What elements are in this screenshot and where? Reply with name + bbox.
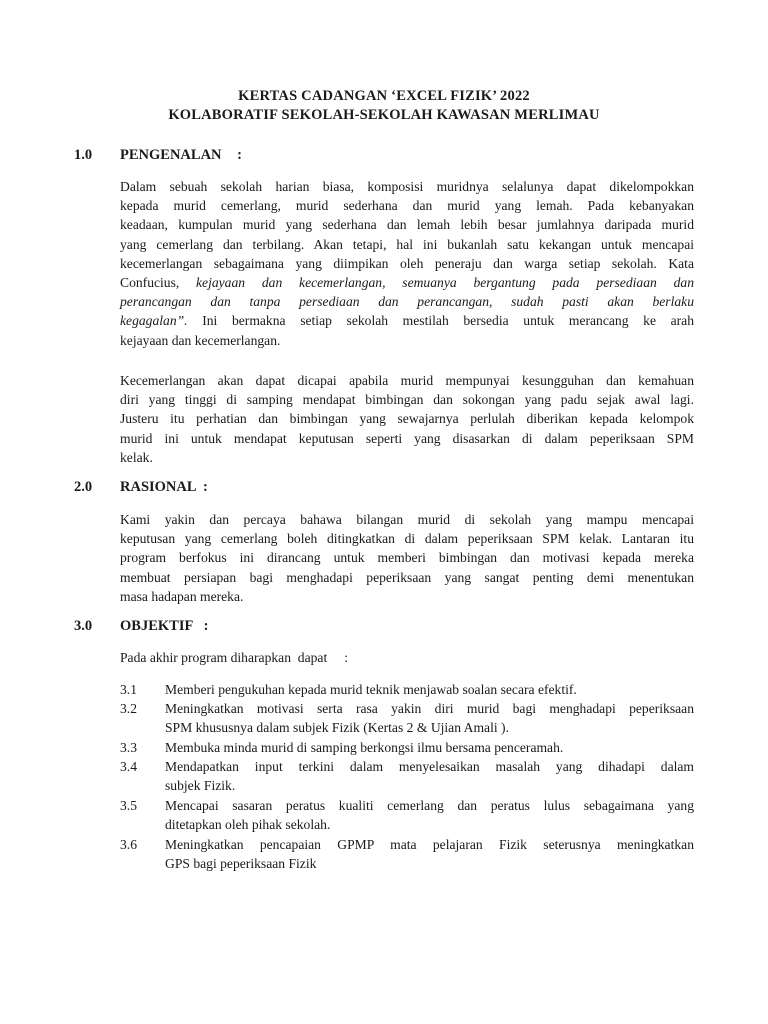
objective-text: GPS bagi peperiksaan Fizik <box>165 856 317 872</box>
paragraph-text: Ini bermakna setiap sekolah mestilah bersedia untuk merancang ke arah <box>202 313 694 328</box>
objective-text: Meningkatkan pencapaian GPMP mata pelajaran Fizik seterusnya meningkatkan <box>165 837 694 852</box>
objective-text: Membuka minda murid di samping berkongsi ilmu bersama penceramah. <box>165 740 564 755</box>
paragraph-pengenalan-2 <box>120 371 694 467</box>
objective-text: Meningkatkan motivasi serta rasa yakin diri murid bagi menghadapi peperiksaan <box>165 701 694 716</box>
paragraph-line: Kami yakin dan percaya bahawa bilangan murid di sekolah yang mampu mencapai <box>120 512 694 527</box>
paragraph-line: keadaan, kumpulan murid yang sederhana dan lemah lebih besar jumlahnya daripada murid <box>120 217 694 233</box>
objective-text: subjek Fizik. <box>165 778 236 794</box>
paragraph-line: membuat persiapan bagi menghadapi peperiksaan yang sangat penting demi menentukan <box>120 569 694 585</box>
paragraph-line: diri yang tinggi di samping mendapat bimbingan dan sokongan yang padu sejak awal lagi. <box>120 392 694 408</box>
objective-number: 3.4 <box>120 759 137 774</box>
paragraph-line: Dalam sebuah sekolah harian biasa, komposisi muridnya selalunya dapat dikelompokkan <box>120 179 694 194</box>
objective-number: 3.3 <box>120 740 137 755</box>
objective-text: Mendapatkan input terkini dalam menyelesaikan masalah yang dihadapi dalam <box>165 759 694 774</box>
paragraph-line: yang cemerlang dan terbilang. Akan tetapi, hal ini bukanlah satu kekangan untuk mencapai <box>120 236 694 252</box>
paragraph-line: Kecemerlangan akan dapat dicapai apabila murid mempunyai kesungguhan dan kemahuan <box>120 373 694 388</box>
objective-number: 3.5 <box>120 798 137 813</box>
objective-text: Memberi pengukuhan kepada murid teknik menjawab soalan secara efektif. <box>165 682 577 697</box>
quote-attribution: Confucius, <box>120 274 180 290</box>
objective-number: 3.6 <box>120 837 137 852</box>
objective-number: 3.1 <box>120 682 137 697</box>
objective-text: ditetapkan oleh pihak sekolah. <box>165 817 331 833</box>
paragraph-line: Justeru itu perhatian dan bimbingan yang sewajarnya perlulah diberikan kepada kelompok <box>120 411 694 427</box>
section-heading-objektif <box>74 618 209 635</box>
quote-line-2 <box>120 292 694 311</box>
paragraph-line: masa hadapan mereka. <box>120 588 244 604</box>
section-heading-rasional <box>74 479 208 496</box>
paragraph-line: kelak. <box>120 449 153 465</box>
section-number: 2.0 <box>74 479 93 495</box>
section-number: 1.0 <box>74 147 93 163</box>
quote-text: perancangan dan tanpa persediaan dan perancangan, sudah pasti akan berlaku <box>120 294 694 309</box>
paragraph-line: program berfokus ini dirancang untuk memberi bimbingan dan motivasi kepada mereka <box>120 550 694 566</box>
section-title: PENGENALAN : <box>120 147 242 163</box>
document-title: KERTAS CADANGAN ‘EXCEL FIZIK’ 2022 <box>238 88 530 104</box>
paragraph-line: kepada murid cemerlang, murid sederhana dan murid yang lemah. Pada kebanyakan <box>120 198 694 214</box>
paragraph-line: murid ini untuk mendapat keputusan seperti yang disasarkan di dalam peperiksaan SPM <box>120 430 694 446</box>
section-heading-pengenalan <box>74 147 242 164</box>
objective-text: SPM khususnya dalam subjek Fizik (Kertas 2 & Ujian Amali ). <box>165 720 509 736</box>
quote-line-3 <box>120 311 694 330</box>
paragraph-line: kecemerlangan sebagaimana yang diimpikan oleh peneraju dan warga setiap sekolah. Kata <box>120 255 694 271</box>
paragraph-rasional <box>120 510 694 606</box>
paragraph-line: kejayaan dan kecemerlangan. <box>120 332 281 348</box>
document-subtitle: KOLABORATIF SEKOLAH-SEKOLAH KAWASAN MERLIMAU <box>168 107 600 123</box>
quote-text: kejayaan dan kecemerlangan, semuanya bergantung pada persediaan dan <box>196 275 694 290</box>
section-title: RASIONAL : <box>120 479 208 495</box>
objective-intro: Pada akhir program diharapkan dapat : <box>120 650 348 665</box>
quote-text: kegagalan”. <box>120 313 188 328</box>
section-number: 3.0 <box>74 618 93 634</box>
objective-number: 3.2 <box>120 701 137 716</box>
quote-line-1 <box>196 273 694 292</box>
paragraph-line: keputusan yang cemerlang boleh ditingkatkan di dalam peperiksaan SPM kelak. Lantaran itu <box>120 531 694 547</box>
section-title: OBJEKTIF : <box>120 618 209 634</box>
objective-text: Mencapai sasaran peratus kualiti cemerlang dan peratus lulus sebagaimana yang <box>165 798 694 813</box>
